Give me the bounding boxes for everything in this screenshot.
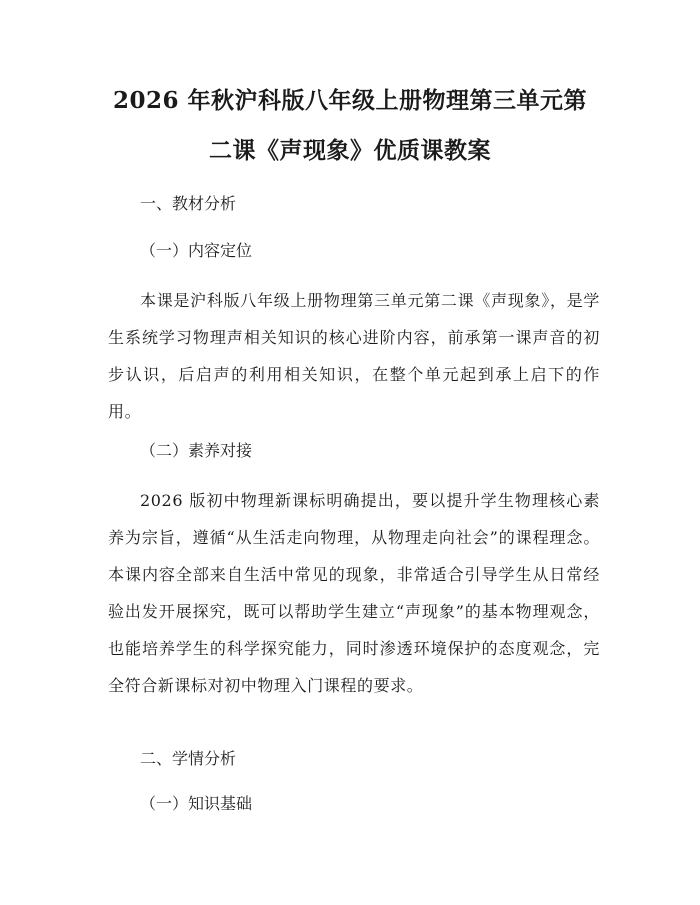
document-title-line-1: 2026 年秋沪科版八年级上册物理第三单元第	[112, 87, 588, 114]
section-heading-learner-analysis: 二、学情分析	[140, 749, 237, 768]
paragraph-literacy-alignment: 2026 版初中物理新课标明确提出，要以提升学生物理核心素养为宗旨，遵循“从生活走向物理，从物理走向社会”的课程理念。本课内容全部来自生活中常见的现象，非常适合引导学生从日常经验出发开展探究，既可以帮助学生建立“声现象”的基本物理观念，也能培养学生的科学探究能力，同时渗透环境保护的态度观念，完全符合新课标对初中物理入门课程的要求。	[108, 491, 600, 695]
subsection-heading-literacy-alignment: （二）素养对接	[140, 441, 253, 460]
paragraph-content-positioning: 本课是沪科版八年级上册物理第三单元第二课《声现象》，是学生系统学习物理声相关知识的核心进阶内容，前承第一课声音的初步认识，后启声的利用相关知识，在整个单元起到承上启下的作用。	[108, 291, 600, 421]
section-heading-textbook-analysis: 一、教材分析	[140, 194, 237, 213]
subsection-heading-content-positioning: （一）内容定位	[140, 241, 253, 260]
subsection-heading-knowledge-foundation: （一）知识基础	[140, 794, 253, 813]
document-title-line-2: 二课《声现象》优质课教案	[209, 137, 491, 164]
